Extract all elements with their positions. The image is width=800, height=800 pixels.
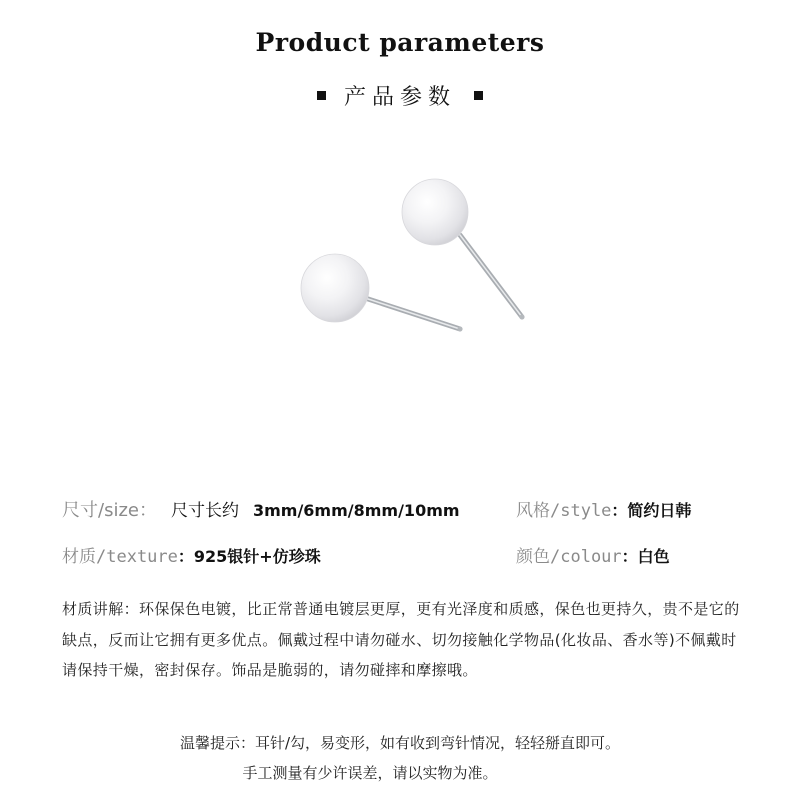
spec-colour [516, 542, 670, 567]
square-bullet-icon [474, 91, 483, 100]
spec-size [62, 496, 460, 522]
spec-size-label: 尺寸/size： [62, 500, 157, 521]
pearl-earrings-image [270, 165, 560, 365]
spec-size-prefix: 尺寸长约 [170, 501, 239, 521]
spec-size-value: 3mm/6mm/8mm/10mm [252, 501, 460, 520]
spec-style [516, 496, 691, 521]
material-description: 材质讲解：环保保色电镀，比正常普通电镀层更厚，更有光泽度和质感，保色也更持久，贵不是它的缺点，反而让它拥有更多优点。佩戴过程中请勿碰水、切勿接触化学物品(化妆品、香水等)不佩戴时请保持干燥，密封保存。饰品是脆弱的，请勿碰摔和摩擦哦。 [62, 600, 740, 679]
spec-texture-label: 材质/texture [62, 547, 178, 567]
pearl-front [301, 254, 369, 322]
earring-pin-back [460, 235, 525, 320]
spec-texture [62, 542, 321, 567]
page-title: Product parameters [255, 28, 545, 57]
earring-pin-front [362, 297, 463, 332]
spec-texture-value: ：925银针+仿珍珠 [177, 547, 321, 566]
spec-style-label: 风格/style [516, 501, 612, 521]
spec-colour-value: ：白色 [621, 547, 670, 566]
spec-style-value: ：简约日韩 [611, 501, 692, 520]
warm-tip: 温馨提示：耳针/勾，易变形，如有收到弯针情况，轻轻掰直即可。 [179, 734, 621, 752]
page-subtitle: 产品参数 [343, 85, 456, 110]
square-bullet-icon [317, 91, 326, 100]
pearl-back [402, 179, 468, 245]
measurement-note: 手工测量有少许误差，请以实物为准。 [242, 764, 498, 782]
subtitle-row [0, 80, 800, 111]
spec-colour-label: 颜色/colour [516, 547, 622, 567]
